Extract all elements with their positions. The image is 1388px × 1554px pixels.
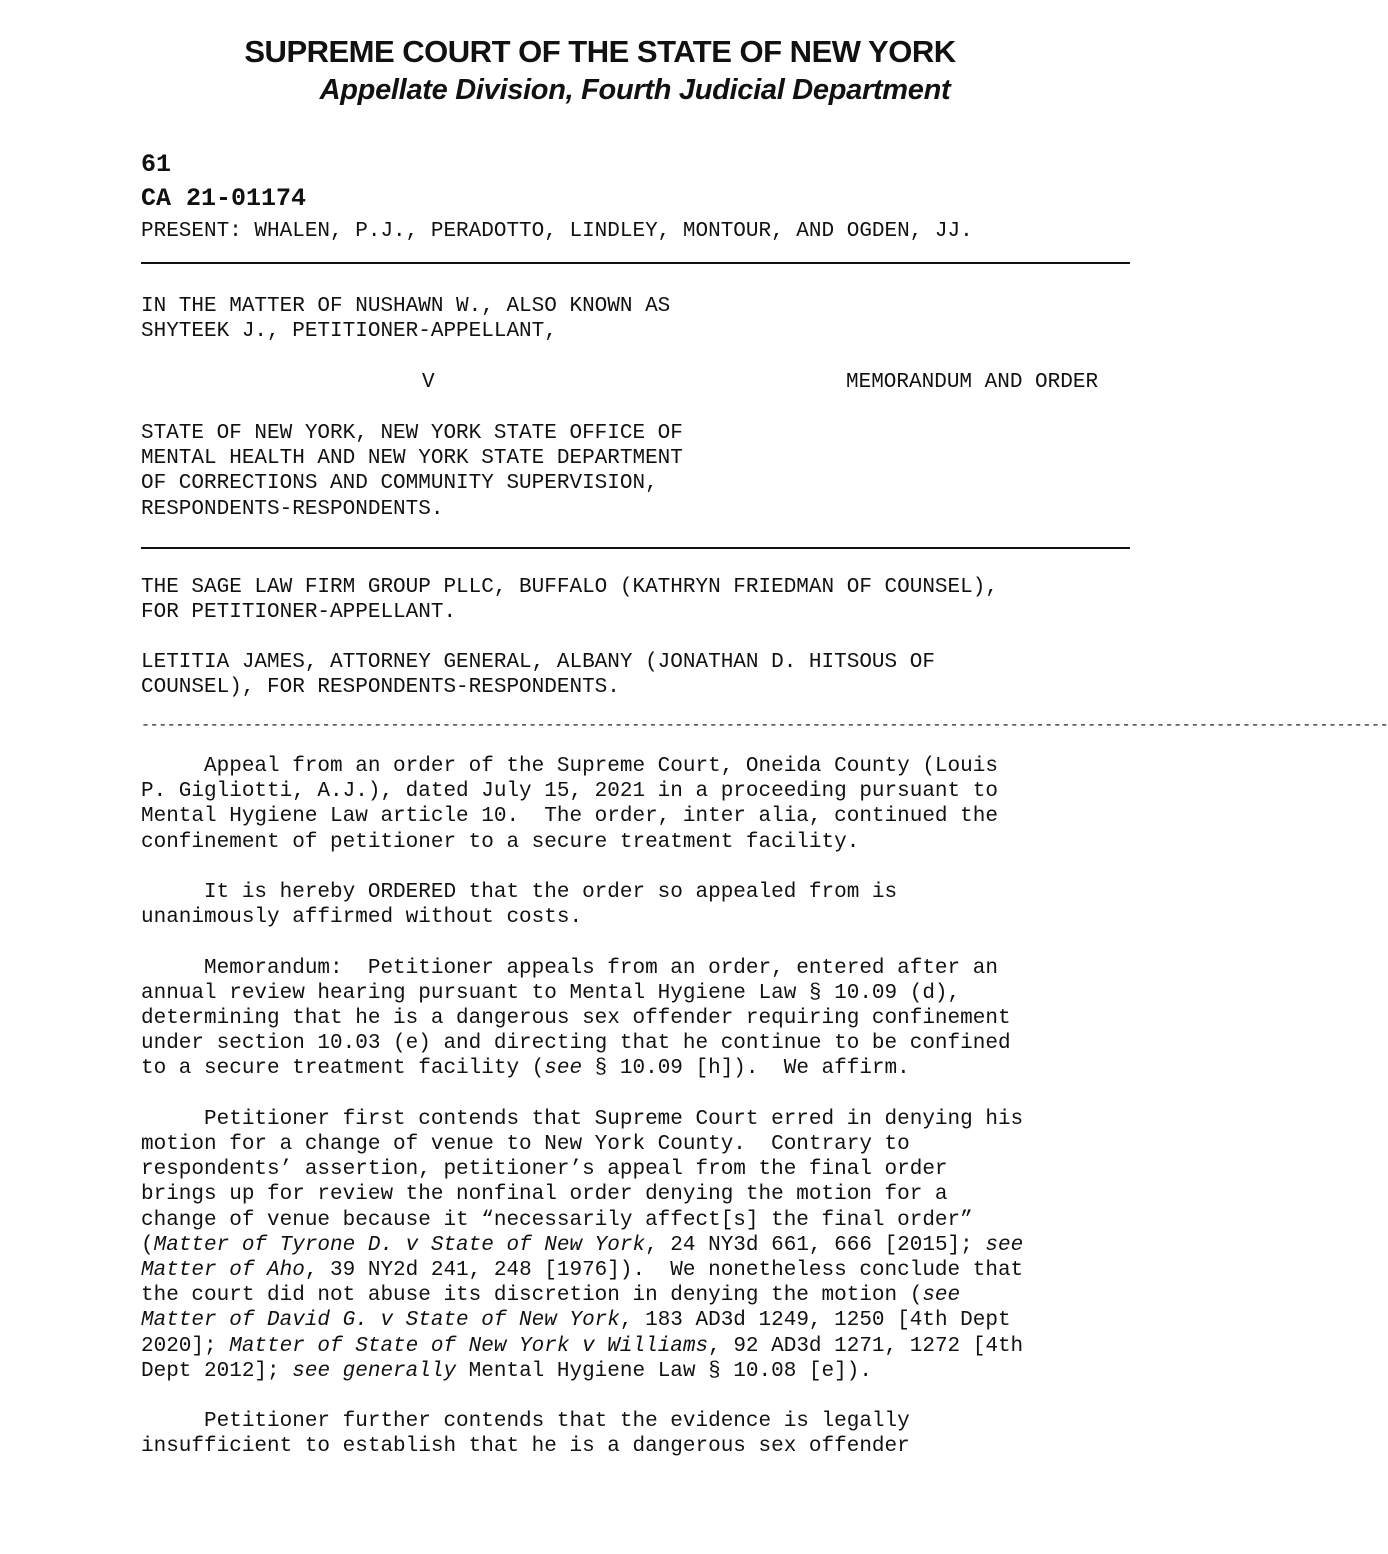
- counsel-respondents: [141, 650, 1131, 700]
- citation-signal: see: [922, 1284, 961, 1308]
- text-segment: (: [141, 1233, 154, 1257]
- counsel-line: FOR PETITIONER-APPELLANT.: [141, 601, 457, 625]
- text-line: Memorandum: Petitioner appeals from an order, entered after an: [141, 956, 998, 980]
- text-line: brings up for review the nonfinal order denying the motion for a: [141, 1183, 948, 1207]
- text-segment: the court did not abuse its discretion in denying the motion (: [141, 1284, 923, 1308]
- opinion-body: [141, 754, 1131, 1485]
- text-line: unanimously affirmed without costs.: [141, 906, 583, 930]
- text-line: annual review hearing pursuant to Mental Hygiene Law § 10.09 (d),: [141, 981, 961, 1005]
- caption-respondent-line: MENTAL HEALTH AND NEW YORK STATE DEPARTMENT: [141, 447, 683, 471]
- paragraph-ordered: [141, 880, 1131, 930]
- counsel-line: LETITIA JAMES, ATTORNEY GENERAL, ALBANY (JONATHAN D. HITSOUS OF: [141, 651, 935, 674]
- paragraph-appeal: [141, 754, 1131, 855]
- text-segment: to a secure treatment facility (: [141, 1057, 545, 1081]
- case-citation: Matter of Tyrone D. v State of New York: [153, 1233, 646, 1257]
- citation-signal: see: [544, 1057, 583, 1081]
- caption-petitioner-line: IN THE MATTER OF NUSHAWN W., ALSO KNOWN AS: [141, 295, 671, 318]
- case-citation: Matter of State of New York v Williams: [229, 1334, 709, 1358]
- counsel-petitioner: [141, 575, 1131, 625]
- paragraph-memorandum: [141, 956, 1131, 1082]
- text-segment: , 92 AD3d 1271, 1272 [4th: [708, 1334, 1024, 1358]
- text-line: Petitioner first contends that Supreme Court erred in denying his: [141, 1107, 1024, 1131]
- text-segment: Dept 2012];: [141, 1359, 293, 1383]
- case-citation: Matter of David G. v State of New York: [141, 1309, 620, 1333]
- caption-petitioner-line: SHYTEEK J., PETITIONER-APPELLANT,: [141, 320, 557, 344]
- counsel-line: THE SAGE LAW FIRM GROUP PLLC, BUFFALO (KATHRYN FRIEDMAN OF COUNSEL),: [141, 576, 998, 599]
- caption-respondent-line: RESPONDENTS-RESPONDENTS.: [141, 497, 444, 521]
- caption-versus: V: [422, 371, 435, 394]
- case-citation: Matter of Aho: [141, 1259, 305, 1283]
- case-number: 61: [141, 150, 172, 179]
- text-line: determining that he is a dangerous sex offender requiring confinement: [141, 1007, 1011, 1030]
- division-subtitle: Appellate Division, Fourth Judicial Department: [319, 74, 951, 106]
- present-justices: PRESENT: WHALEN, P.J., PERADOTTO, LINDLEY, MONTOUR, AND OGDEN, JJ.: [141, 220, 973, 243]
- counsel-line: COUNSEL), FOR RESPONDENTS-RESPONDENTS.: [141, 676, 620, 700]
- text-line: respondents’ assertion, petitioner’s appeal from the final order: [141, 1158, 948, 1182]
- text-segment: , 24 NY3d 661, 666 [2015];: [645, 1233, 986, 1257]
- text-line: Mental Hygiene Law article 10. The order, inter alia, continued the: [141, 805, 998, 829]
- caption-bottom-rule: [141, 547, 1130, 549]
- text-segment: 2020];: [141, 1334, 230, 1358]
- caption-respondent-line: STATE OF NEW YORK, NEW YORK STATE OFFICE OF: [141, 422, 683, 445]
- text-line: insufficient to establish that he is a dangerous sex offender: [141, 1435, 910, 1459]
- text-line: motion for a change of venue to New York County. Contrary to: [141, 1133, 910, 1156]
- text-segment: , 39 NY2d 241, 248 [1976]). We nonetheless conclude that: [304, 1259, 1024, 1283]
- text-line: Petitioner further contends that the evidence is legally: [141, 1410, 910, 1434]
- paragraph-venue: [141, 1107, 1131, 1384]
- caption-top-rule: [141, 262, 1130, 264]
- text-line: under section 10.03 (e) and directing that he continue to be confined: [141, 1032, 1011, 1056]
- citation-signal: see generally: [292, 1359, 457, 1383]
- text-segment: , 183 AD3d 1249, 1250 [4th Dept: [619, 1309, 1011, 1333]
- text-line: Appeal from an order of the Supreme Court, Oneida County (Louis: [141, 755, 998, 778]
- citation-signal: see: [985, 1233, 1024, 1257]
- paragraph-evidence: [141, 1409, 1131, 1459]
- text-line: It is hereby ORDERED that the order so appealed from is: [141, 881, 898, 904]
- document-type-label: MEMORANDUM AND ORDER: [846, 371, 1099, 394]
- caption-petitioner: [141, 294, 1131, 344]
- docket-number: CA 21-01174: [141, 184, 307, 213]
- caption-respondents: [141, 421, 1131, 522]
- court-title: SUPREME COURT OF THE STATE OF NEW YORK: [244, 34, 956, 69]
- text-segment: § 10.09 [h]). We affirm.: [582, 1057, 910, 1081]
- caption-respondent-line: OF CORRECTIONS AND COMMUNITY SUPERVISION,: [141, 472, 658, 496]
- text-line: confinement of petitioner to a secure treatment facility.: [141, 830, 860, 854]
- dashed-separator: -------------------------------------------------------------------------------------------------------------------------------------------------: [141, 717, 1388, 734]
- text-line: P. Gigliotti, A.J.), dated July 15, 2021 in a proceeding pursuant to: [141, 780, 998, 804]
- text-segment: Mental Hygiene Law § 10.08 [e]).: [456, 1359, 872, 1383]
- text-line: change of venue because it “necessarily affect[s] the final order”: [141, 1208, 973, 1232]
